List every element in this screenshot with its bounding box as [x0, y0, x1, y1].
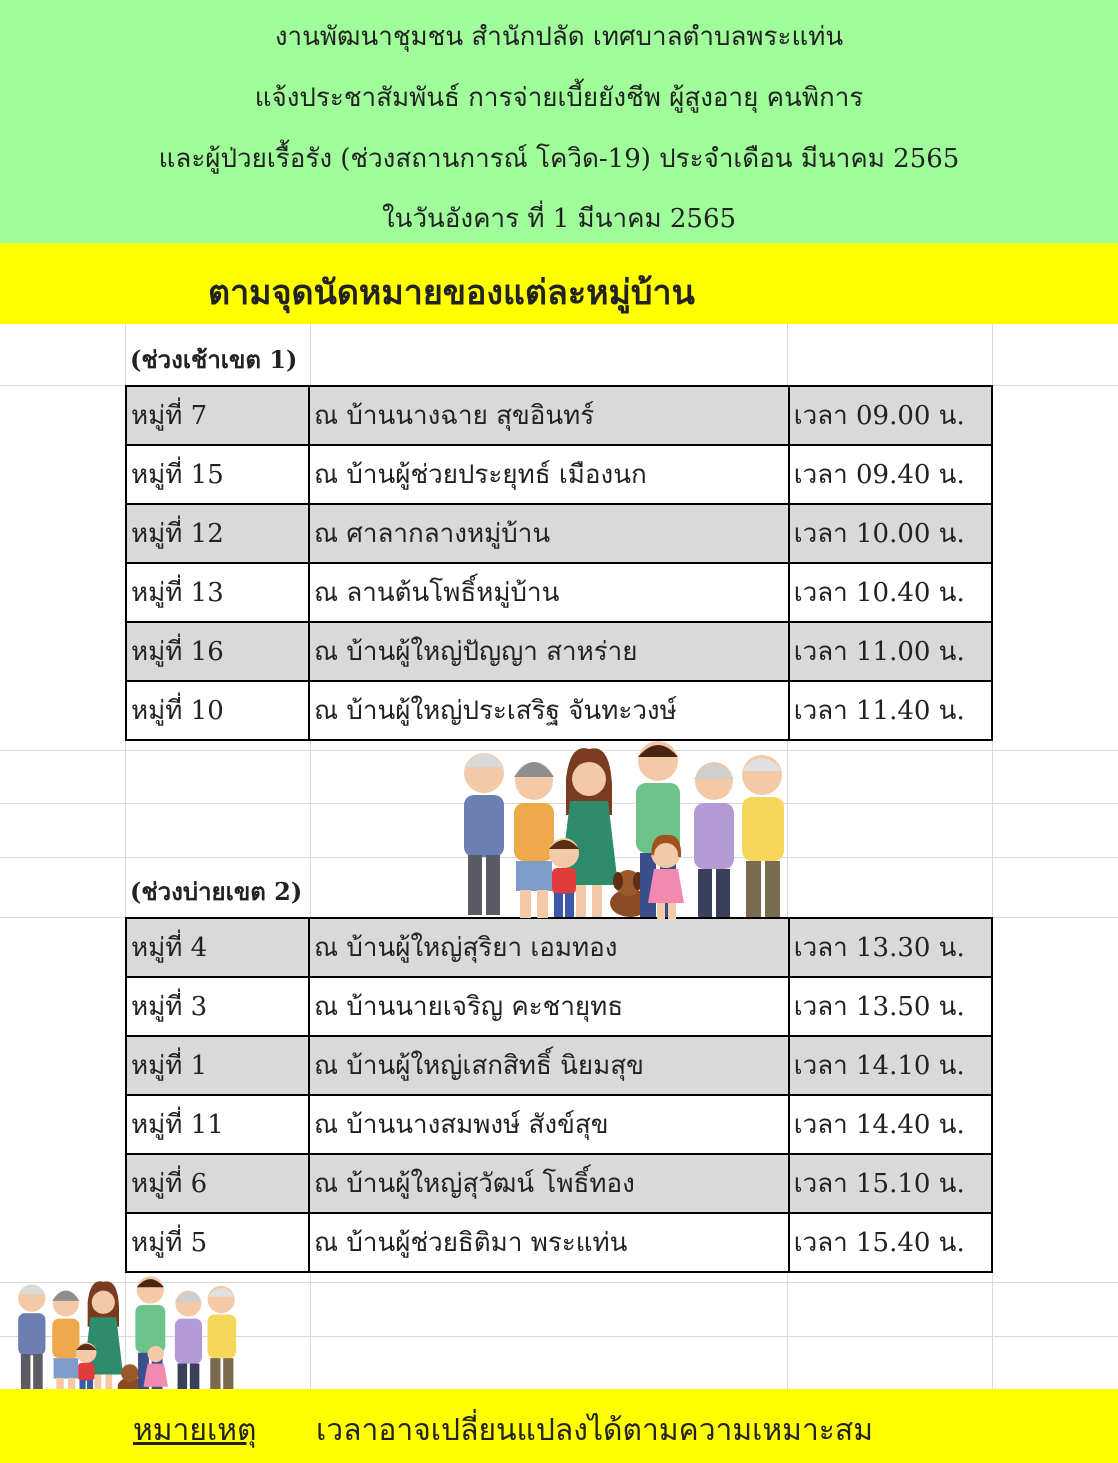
- table-row: [126, 681, 992, 740]
- place-cell: ณ บ้านผู้ใหญ่ปัญญา สาหร่าย: [309, 622, 789, 681]
- village-cell: หมู่ที่ 1: [126, 1036, 309, 1095]
- place-cell: ณ บ้านผู้ช่วยประยุทธ์ เมืองนก: [309, 445, 789, 504]
- time-cell: เวลา 13.50 น.: [789, 977, 992, 1036]
- table-row: [126, 918, 992, 977]
- table-row: [126, 977, 992, 1036]
- place-cell: ณ บ้านนางฉาย สุขอินทร์: [309, 386, 789, 445]
- header-line-4: ในวันอังคาร ที่ 1 มีนาคม 2565: [381, 204, 737, 234]
- afternoon-section-label: (ช่วงบ่ายเขต 2): [130, 877, 303, 906]
- time-cell: เวลา 15.10 น.: [789, 1154, 992, 1213]
- village-cell: หมู่ที่ 15: [126, 445, 309, 504]
- village-cell: หมู่ที่ 5: [126, 1213, 309, 1272]
- boy-figure: [549, 838, 579, 917]
- place-cell: ณ บ้านผู้ใหญ่สุริยา เอมทอง: [309, 918, 789, 977]
- village-cell: หมู่ที่ 4: [126, 918, 309, 977]
- table-row: [126, 1036, 992, 1095]
- time-cell: เวลา 14.10 น.: [789, 1036, 992, 1095]
- table-row: [126, 1154, 992, 1213]
- note-label: หมายเหตุ: [133, 1413, 257, 1448]
- place-cell: ณ บ้านผู้ใหญ่ประเสริฐ จันทะวงษ์: [309, 681, 789, 740]
- note-text: เวลาอาจเปลี่ยนแปลงได้ตามความเหมาะสม: [316, 1413, 874, 1448]
- place-cell: ณ บ้านผู้ช่วยธิติมา พระแท่น: [309, 1213, 789, 1272]
- village-cell: หมู่ที่ 6: [126, 1154, 309, 1213]
- family-illustration: [452, 735, 797, 925]
- village-cell: หมู่ที่ 11: [126, 1095, 309, 1154]
- morning-schedule-table: [125, 385, 993, 741]
- section-banner: [0, 243, 1118, 324]
- morning-section-label: (ช่วงเช้าเขต 1): [130, 345, 298, 374]
- footer-note: [0, 1389, 1118, 1463]
- time-cell: เวลา 11.40 น.: [789, 681, 992, 740]
- place-cell: ณ บ้านผู้ใหญ่สุวัฒน์ โพธิ์ทอง: [309, 1154, 789, 1213]
- table-row: [126, 504, 992, 563]
- village-cell: หมู่ที่ 16: [126, 622, 309, 681]
- time-cell: เวลา 09.40 น.: [789, 445, 992, 504]
- time-cell: เวลา 10.00 น.: [789, 504, 992, 563]
- family-illustration-small: [10, 1272, 245, 1402]
- time-cell: เวลา 13.30 น.: [789, 918, 992, 977]
- table-row: [126, 1095, 992, 1154]
- grandma-right-figure: [694, 762, 734, 917]
- grandpa-right-figure: [742, 755, 784, 917]
- village-cell: หมู่ที่ 12: [126, 504, 309, 563]
- place-cell: ณ ศาลากลางหมู่บ้าน: [309, 504, 789, 563]
- place-cell: ณ บ้านผู้ใหญ่เสกสิทธิ์ นิยมสุข: [309, 1036, 789, 1095]
- table-row: [126, 445, 992, 504]
- grandma-figure: [514, 762, 554, 918]
- time-cell: เวลา 09.00 น.: [789, 386, 992, 445]
- village-cell: หมู่ที่ 10: [126, 681, 309, 740]
- header-line-2: แจ้งประชาสัมพันธ์ การจ่ายเบี้ยยังชีพ ผู้สูงอายุ คนพิการ: [254, 83, 864, 113]
- time-cell: เวลา 15.40 น.: [789, 1213, 992, 1272]
- afternoon-schedule-table: [125, 917, 993, 1273]
- table-row: [126, 622, 992, 681]
- place-cell: ณ ลานต้นโพธิ์หมู่บ้าน: [309, 563, 789, 622]
- village-cell: หมู่ที่ 7: [126, 386, 309, 445]
- table-row: [126, 1213, 992, 1272]
- banner-title: ตามจุดนัดหมายของแต่ละหมู่บ้าน: [208, 273, 695, 313]
- place-cell: ณ บ้านนางสมพงษ์ สังข์สุข: [309, 1095, 789, 1154]
- place-cell: ณ บ้านนายเจริญ คะชายุทธ: [309, 977, 789, 1036]
- table-row: [126, 386, 992, 445]
- village-cell: หมู่ที่ 13: [126, 563, 309, 622]
- grandpa-figure: [464, 753, 504, 915]
- header-line-3: และผู้ป่วยเรื้อรัง (ช่วงสถานการณ์ โควิด-19) ประจำเดือน มีนาคม 2565: [158, 144, 960, 174]
- table-row: [126, 563, 992, 622]
- time-cell: เวลา 10.40 น.: [789, 563, 992, 622]
- village-cell: หมู่ที่ 3: [126, 977, 309, 1036]
- time-cell: เวลา 11.00 น.: [789, 622, 992, 681]
- announcement-header: [0, 0, 1118, 243]
- time-cell: เวลา 14.40 น.: [789, 1095, 992, 1154]
- header-line-1: งานพัฒนาชุมชน สำนักปลัด เทศบาลตำบลพระแท่น: [274, 22, 844, 52]
